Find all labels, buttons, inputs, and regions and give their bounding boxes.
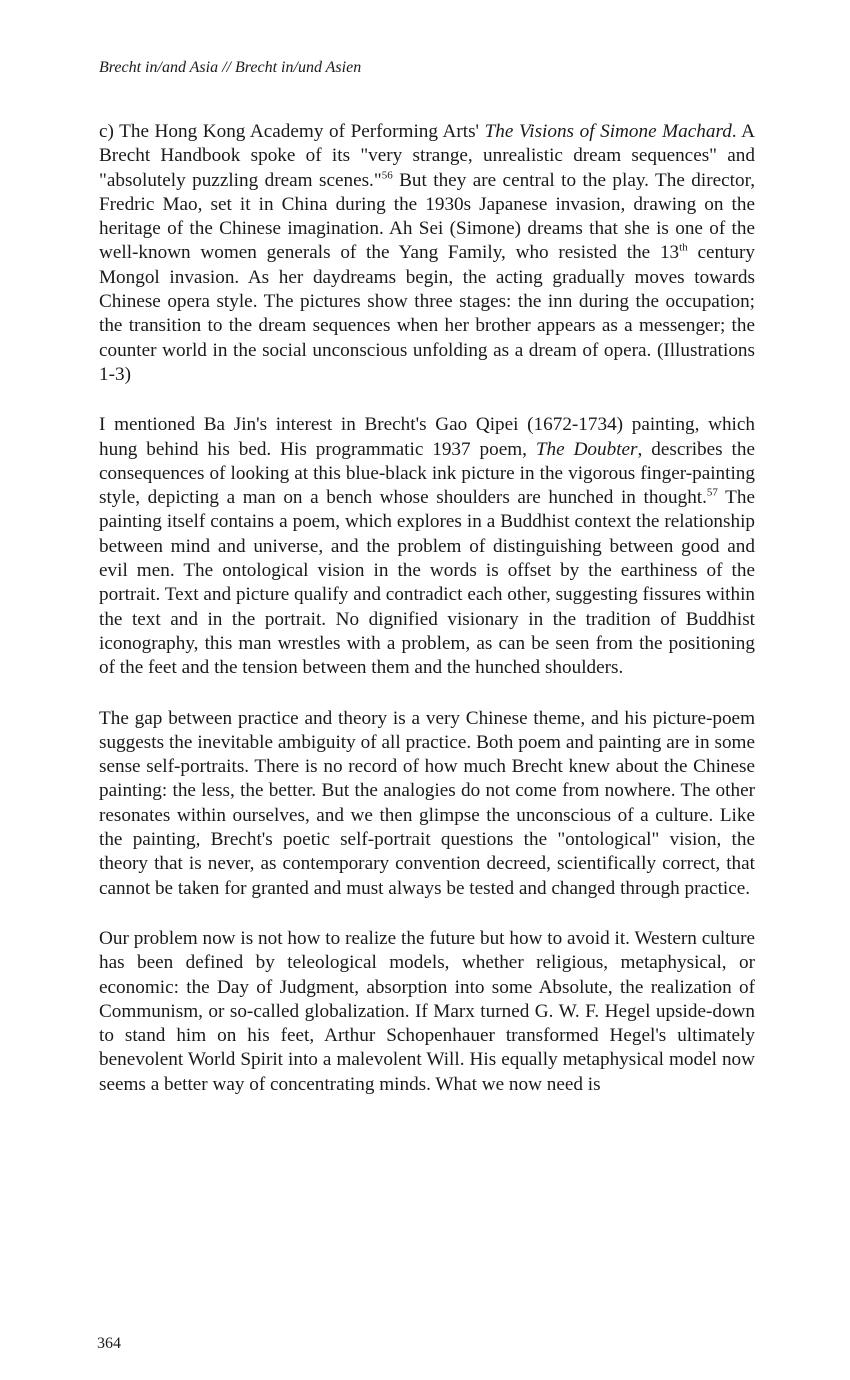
footnote-ref-57: 57 (706, 486, 718, 499)
paragraph-1-text-c: But they are central to the play. The director, Fredric Mao, set it in China during the 1930s Japanese invasion, drawing on the heritage of the Chinese imagination. Ah Sei (Simone) dreams that she is one of the well-known women generals of the Yang Family, who resisted the 13 (99, 169, 755, 264)
play-title-simone-machard: The Visions of Simone Machard (484, 121, 732, 142)
paragraph-1 (99, 120, 755, 387)
poem-title-the-doubter: The Doubter (535, 438, 638, 460)
paragraph-4: Our problem now is not how to realize the future but how to avoid it. Western culture has been defined by teleological models, whether religious, metaphysical, or economic: the Day of Judgment, absorption into some Absolute, the realization of Communism, or so-called globalization. If Marx turned G. W. F. Hegel upside-down to stand him on his feet, Arthur Schopenhauer transformed Hegel's ultimately benevolent World Spirit into a malevolent Will. His equally metaphysical model now seems a better way of concentrating minds. What we now need is (99, 927, 755, 1095)
paragraph-2 (99, 413, 755, 680)
paragraph-1-text-b: . A Brecht Handbook spoke of its "very strange, unrealistic dream sequences" and "absolutely puzzling dream scenes." (99, 121, 755, 191)
page-number: 364 (97, 1335, 121, 1352)
paragraph-3: The gap between practice and theory is a very Chinese theme, and his picture-poem suggests the inevitable ambiguity of all practice. Both poem and painting are in some sense self-portraits. There is no record of how much Brecht knew about the Chinese painting: the less, the better. But the analogies do not come from nowhere. The other resonates within ourselves, and we then glimpse the unconscious of a culture. Like the painting, Brecht's poetic self-portrait questions the "ontological" vision, the theory that is never, as contemporary convention decreed, scientifically correct, that cannot be taken for granted and must always be tested and changed through practice. (99, 707, 755, 899)
footnote-ref-56: 56 (381, 169, 393, 182)
paragraph-1-text-d: century Mongol invasion. As her daydreams begin, the acting gradually moves towards Chinese opera style. The pictures show three stages: the inn during the occupation; the transition to the dream sequences when her brother appears as a messenger; the counter world in the social unconscious unfolding as a dream of opera. (Illustrations 1-3) (99, 242, 755, 385)
paragraph-2-text-b: , describes the consequences of looking at this blue-black ink picture in the vigorous finger-painting style, depicting a man on a bench whose shoulders are hunched in thought. (99, 438, 755, 509)
paragraph-2-text-c: The painting itself contains a poem, which explores in a Buddhist context the relationship between mind and universe, and the problem of distinguishing between good and evil men. The ontological vision in the words is offset by the earthiness of the portrait. Text and picture qualify and contradict each other, suggesting fissures within the text and in the portrait. No dignified visionary in the tradition of Buddhist iconography, this man wrestles with a problem, as can be seen from the positioning of the feet and the tension between them and the hunched shoulders. (99, 487, 755, 679)
body-text (99, 120, 755, 1123)
running-head: Brecht in/and Asia // Brecht in/und Asien (99, 59, 362, 76)
ordinal-suffix: th (679, 242, 688, 255)
paragraph-1-text-a: c) The Hong Kong Academy of Performing Arts' (99, 121, 485, 142)
paragraph-2-text-a: I mentioned Ba Jin's interest in Brecht's Gao Qipei (1672-1734) painting, which hung behind his bed. His programmatic 1937 poem, (99, 414, 755, 460)
